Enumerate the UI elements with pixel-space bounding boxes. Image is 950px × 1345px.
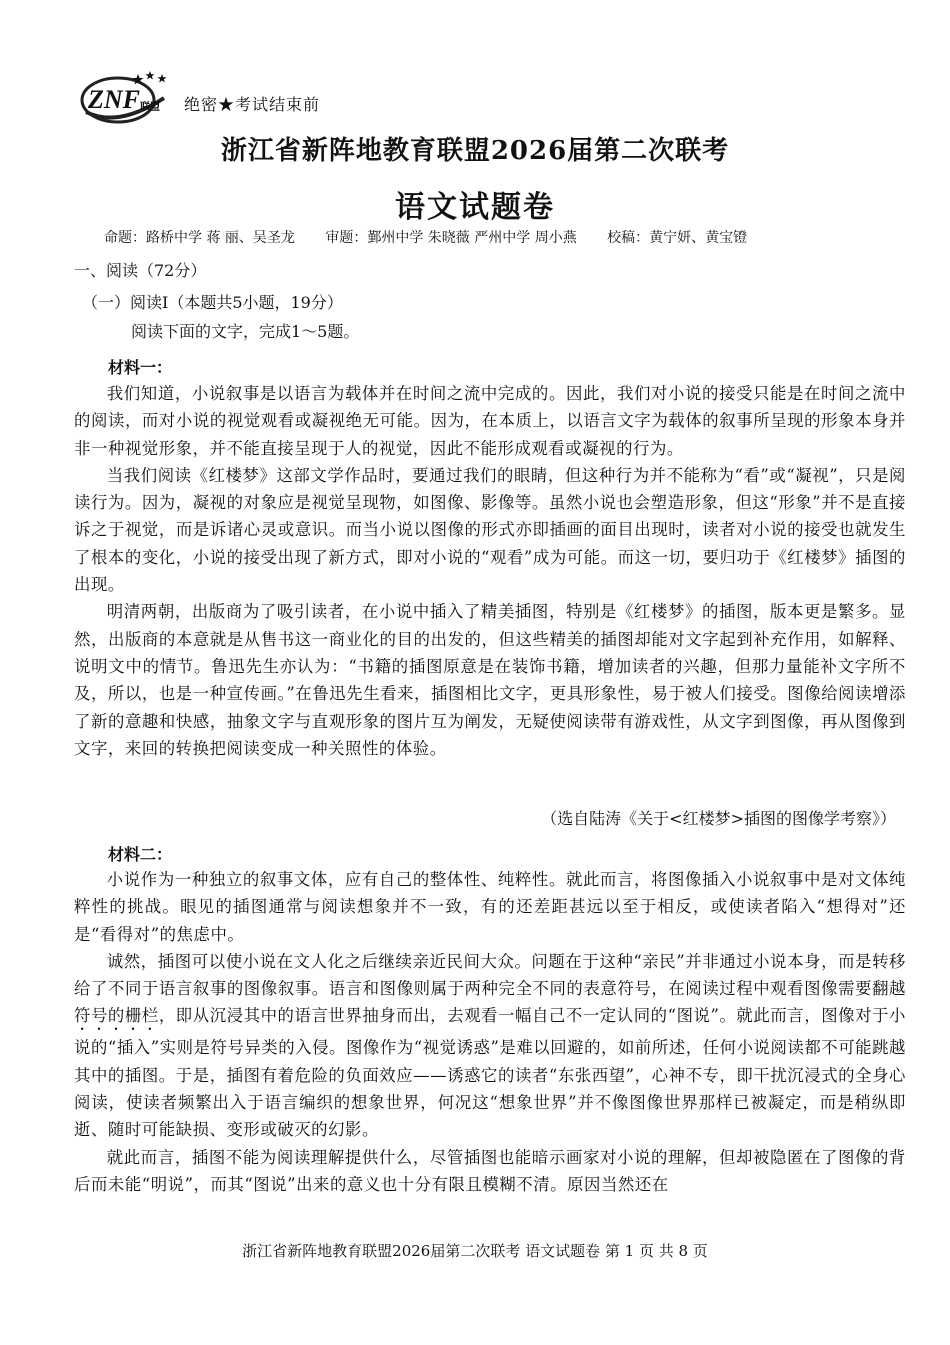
material-1-paragraph: 明清两朝，出版商为了吸引读者，在小说中插入了精美插图，特别是《红楼梦》的插图，版本更是繁多。显然，出版商的本意就是从售书这一商业化的目的出发的，但这些精美的插图却能对文字起到补充作用，如解释、说明文中的情节。鲁迅先生亦认为：“书籍的插图原意是在装饰书籍，增加读者的兴趣，但那力量能补文字所不及，所以，也是一种宣传画。”在鲁迅先生看来，插图相比文字，更具形象性，易于被人们接受。图像给阅读增添了新的意趣和快感，抽象文字与直观形象的图片互为阐发，无疑使阅读带有游戏性，从文字到图像，再从图像到文字，来回的转换把阅读变成一种关照性的体验。 [74, 602, 906, 758]
logo-subtext: 联盟 [140, 102, 160, 113]
material-1-label: 材料一： [108, 358, 173, 377]
page-footer: 浙江省新阵地教育联盟2026届第二次联考 语文试题卷 第 1 页 共 8 页 [242, 1242, 708, 1260]
material-1-body [74, 380, 906, 762]
text-segment: 诚然，插图可以使小说在文人化之后继续亲近民间大众。问题在于这种“亲民”并非通过小说本身，而是转移给了不同于语言叙事的图像叙事。语言和图像则属于两种完全不同的表意符号，在阅读过程中观看图像需要翻越 [74, 951, 906, 999]
emphasized-phrase: 符号的栅栏 [74, 1006, 159, 1026]
section-heading: 一、阅读（72分） [74, 261, 207, 280]
confidential-label: 绝密★考试结束前 [184, 95, 321, 114]
subsection-heading: （一）阅读Ⅰ（本题共5小题，19分） [82, 293, 343, 312]
credit-proofreader: 校稿：黄宁妍、黄宝镫 [607, 230, 748, 246]
paper-title: 语文试题卷 [395, 190, 555, 225]
material-2-body [74, 866, 906, 1198]
material-2-label: 材料二： [108, 845, 173, 864]
material-1-paragraph: 当我们阅读《红楼梦》这部文学作品时，要通过我们的眼睛，但这种行为并不能称为“看”或“凝视”，只是阅读行为。因为，凝视的对象应是视觉呈现物，如图像、影像等。虽然小说也会塑造形象，但这“形象”并不是直接诉之于视觉，而是诉诸心灵或意识。而当小说以图像的形式亦即插画的面目出现时，读者对小说的接受也就发生了根本的变化，小说的接受出现了新方式，即对小说的“观看”成为可能。而这一切，要归功于《红楼梦》插图的出现。 [74, 465, 906, 595]
logo-text: ZNF [88, 85, 140, 114]
credit-reviewer: 审题：鄞州中学 朱晓薇 严州中学 周小燕 [325, 230, 577, 246]
material-1-source: （选自陆涛《关于<红楼梦>插图的图像学考察》） [541, 809, 896, 828]
material-2-paragraph [74, 948, 906, 1144]
material-2-paragraph: 小说作为一种独立的叙事文体，应有自己的整体性、纯粹性。就此而言，将图像插入小说叙事中是对文体纯粹性的挑战。眼见的插图通常与阅读想象并不一致，有的还差距甚远以至于相反，或使读者陷入“想得对”还是“看得对”的焦虑中。 [74, 870, 906, 944]
credit-proposer: 命题：路桥中学 蒋 丽、吴圣龙 [104, 230, 295, 246]
text-segment: ，即从沉浸其中的语言世界抽身而出，去观看一幅自己不一定认同的“图说”。就此而言，图像对于小说的“插入”实则是符号异类的入侵。图像作为“视觉诱惑”是难以回避的，如前所述，任何小说阅读都不可能跳越其中的插图。于是，插图有着危险的负面效应——诱惑它的读者“东张西望”，心神不专，即干扰沉浸式的全身心阅读，使读者频繁出入于语言编织的想象世界，何况这“想象世界”并不像图像世界那样已被凝定，而是稍纵即逝、随时可能缺损、变形或破灭的幻影。 [74, 1006, 906, 1140]
instruction: 阅读下面的文字，完成1～5题。 [131, 322, 360, 341]
material-1-paragraph: 我们知道，小说叙事是以语言为载体并在时间之流中完成的。因此，我们对小说的接受只能是在时间之流中的阅读，而对小说的视觉观看或凝视绝无可能。因为，在本质上，以语言文字为载体的叙事所呈现的形象本身并非一种视觉形象，并不能直接呈现于人的视觉，因此不能形成观看或凝视的行为。 [74, 384, 906, 458]
alliance-logo [78, 68, 172, 128]
credits-line [104, 227, 747, 247]
material-2-paragraph: 就此而言，插图不能为阅读理解提供什么，尽管插图也能暗示画家对小说的理解，但却被隐匿在了图像的背后而未能“明说”，而其“图说”出来的意义也十分有限且模糊不清。原因当然还在 [74, 1147, 906, 1194]
exam-title: 浙江省新阵地教育联盟2026届第二次联考 [220, 136, 730, 166]
